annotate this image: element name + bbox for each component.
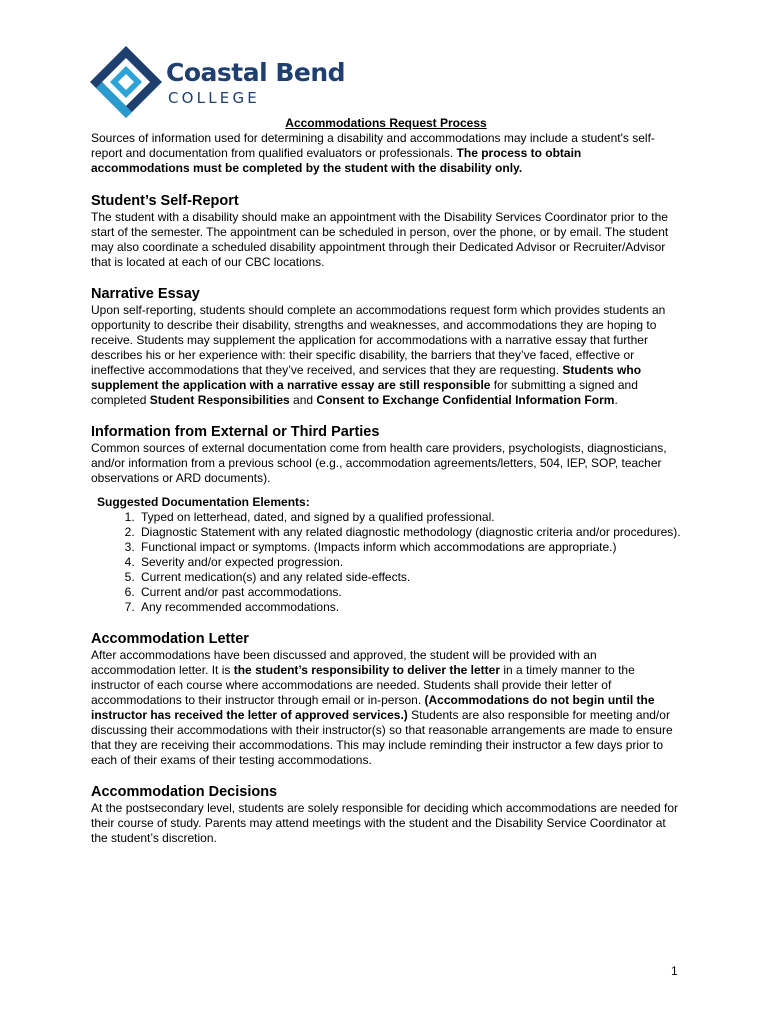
letter-bold-2: (Accommodations do not begin until the instructor has received the letter of approved services.) xyxy=(91,693,655,722)
list-item: 4. Severity and/or expected progression. xyxy=(138,555,681,570)
list-item: 5. Current medication(s) and any related side-effects. xyxy=(138,570,681,585)
list-item: 6. Current and/or past accommodations. xyxy=(138,585,681,600)
coastal-bend-logo-icon xyxy=(90,44,164,118)
narrative-text: Upon self-reporting, students should complete an accommodations request form which provides students an opportunity to describe their disability, strengths and weaknesses, and accommodations they are hoping to receive. Students may supplement the application for accommodations with a narrative essay that further describes his or her experience with: their specific disability, the barriers that they’ve faced, effective or ineffective accommodations that they’ve received, and services that they are requesting. xyxy=(91,303,666,377)
logo-subtitle: COLLEGE xyxy=(168,89,260,107)
letter-paragraph xyxy=(91,648,681,768)
intro-paragraph xyxy=(91,131,681,176)
letter-bold-1: the student’s responsibility to deliver the letter xyxy=(233,663,501,677)
page-number: 1 xyxy=(671,964,678,978)
documentation-elements-heading: Suggested Documentation Elements: xyxy=(97,495,310,509)
narrative-bold-2: Student Responsibilities xyxy=(149,393,290,407)
letter-text-3: Students are also responsible for meeting and/or discussing their accommodations with their instructor(s) so that reasonable arrangements are made to ensure that they are receiving their accommodations. This may include reminding their instructor a few days prior to each of their exams of their testing accommodations. xyxy=(91,708,673,767)
narrative-text-3: and xyxy=(289,393,317,407)
logo-name: Coastal Bend xyxy=(166,58,346,87)
letter-text-1: After accommodations have been discussed and approved, the student will be provided with an accommodation letter. It is xyxy=(91,648,597,677)
documentation-elements-list xyxy=(91,510,681,615)
college-logo xyxy=(90,44,346,120)
decisions-body: At the postsecondary level, students are solely responsible for deciding which accommodations are needed for their course of study. Parents may attend meetings with the student and the Disability Service Coordinator at the student’s discretion. xyxy=(91,801,678,845)
letter-heading: Accommodation Letter xyxy=(91,631,249,647)
narrative-text-2: for submitting a signed and completed xyxy=(91,378,638,407)
decisions-heading: Accommodation Decisions xyxy=(91,784,278,800)
external-body: Common sources of external documentation come from health care providers, psychologists, diagnosticians, and/or information from a previous school (e.g., accommodation agreements/letters, 504, IEP, SOP, teacher observations or ARD documents). xyxy=(91,441,667,485)
intro-bold: The process to obtain accommodations must be completed by the student with the disability only. xyxy=(91,146,582,175)
narrative-heading: Narrative Essay xyxy=(91,286,200,302)
self-report-heading: Student’s Self-Report xyxy=(91,193,239,209)
list-item: 3. Functional impact or symptoms. (Impacts inform which accommodations are appropriate.) xyxy=(138,540,681,555)
external-heading: Information from External or Third Parties xyxy=(91,424,380,440)
narrative-bold-1: Students who supplement the application with a narrative essay are still responsible xyxy=(91,363,642,392)
list-item: 1. Typed on letterhead, dated, and signed by a qualified professional. xyxy=(138,510,681,525)
intro-text: Sources of information used for determining a disability and accommodations may include a student's self-report and documentation from qualified evaluators or professionals. xyxy=(91,131,655,160)
document-title: Accommodations Request Process xyxy=(285,116,487,130)
narrative-paragraph xyxy=(91,303,681,408)
self-report-body: The student with a disability should make an appointment with the Disability Services Coordinator prior to the start of the semester. The appointment can be scheduled in person, over the phone, or by email. The student may also coordinate a scheduled disability appointment through their Dedicated Advisor or Recruiter/Advisor that is located at each of our CBC locations. xyxy=(91,210,669,269)
list-item: 7. Any recommended accommodations. xyxy=(138,600,681,615)
narrative-text-4: . xyxy=(614,393,618,407)
document-body xyxy=(91,116,681,846)
list-item: 2. Diagnostic Statement with any related diagnostic methodology (diagnostic criteria and/or procedures). xyxy=(138,525,681,540)
narrative-bold-3: Consent to Exchange Confidential Information Form xyxy=(316,393,615,407)
letter-text-2: in a timely manner to the instructor of each course where accommodations are needed. Students shall provide their letter of accommodations to their instructor through email or in-person. xyxy=(91,663,635,707)
